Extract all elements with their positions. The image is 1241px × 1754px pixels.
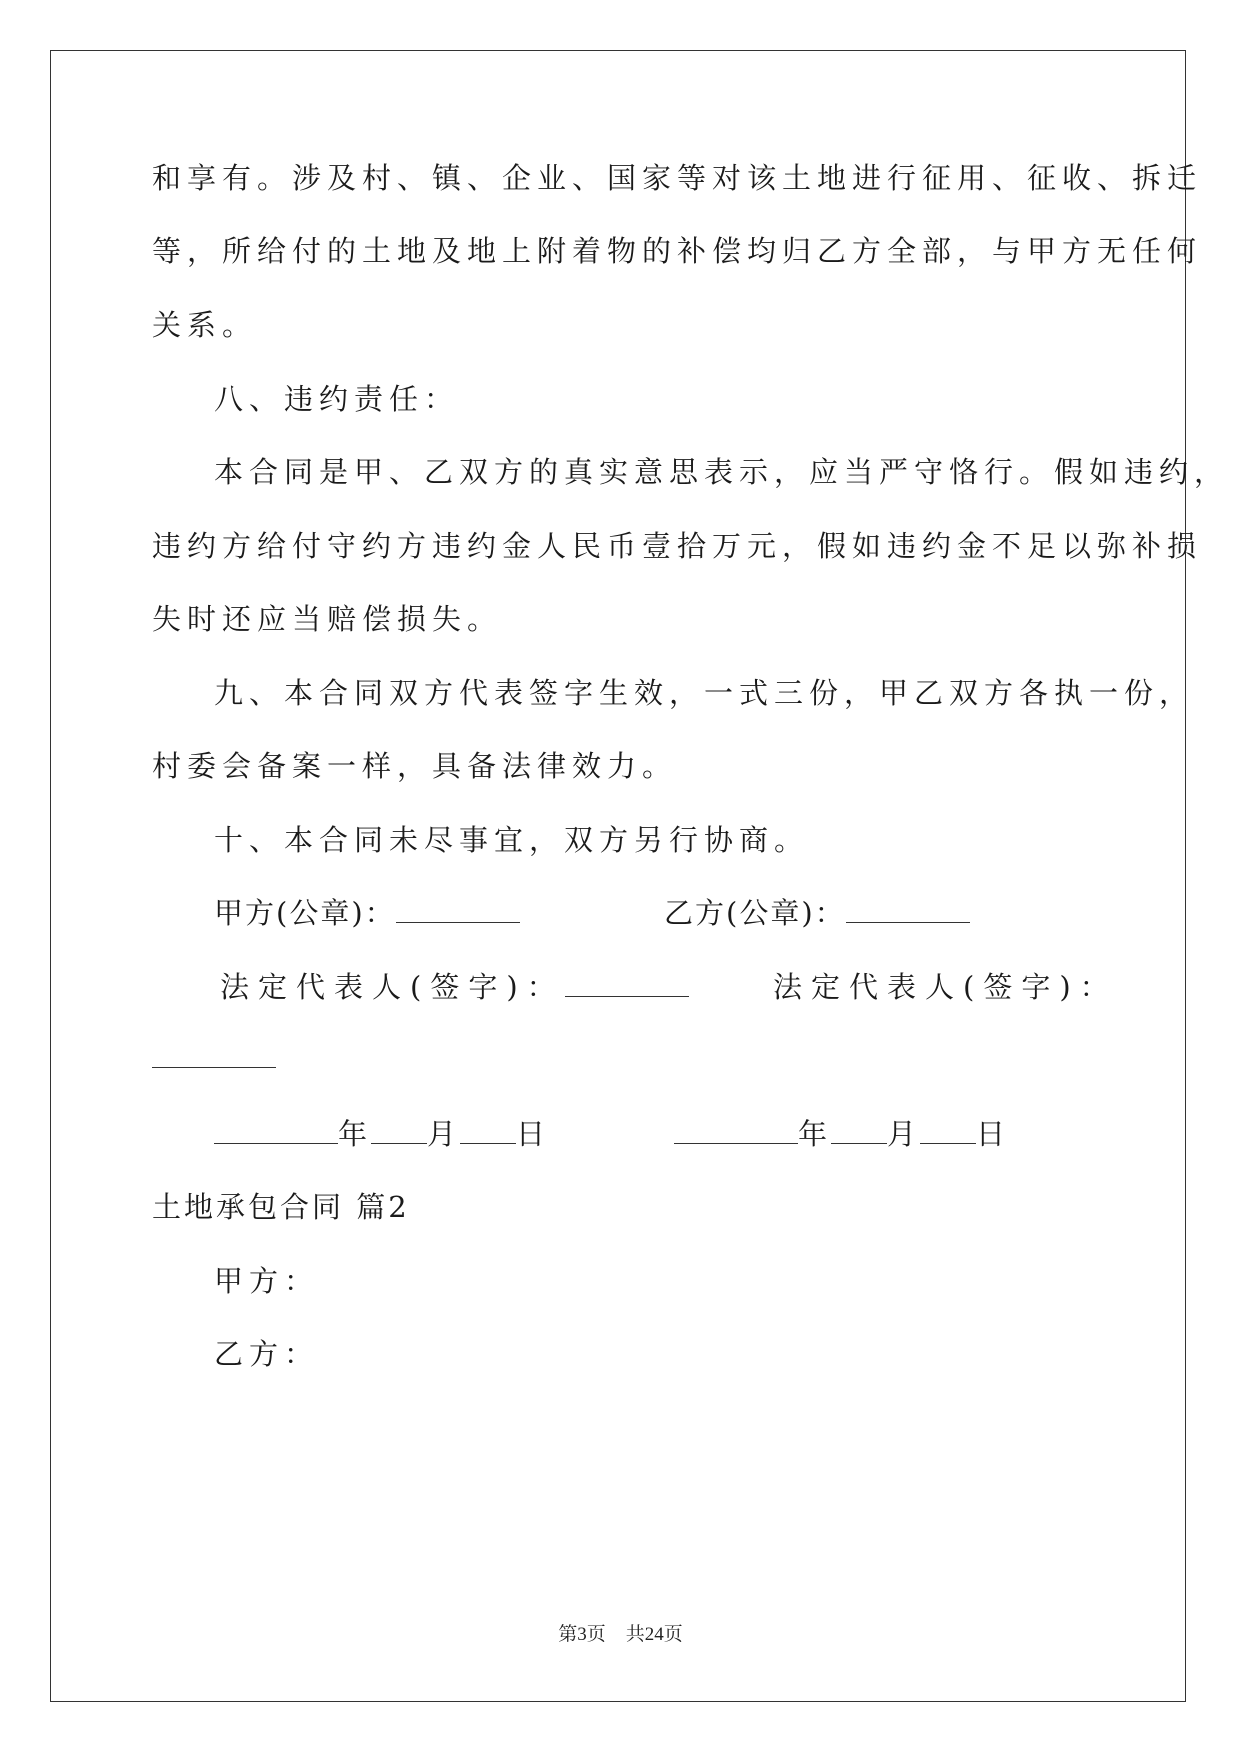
party-b-seal-blank[interactable] bbox=[846, 900, 970, 923]
date-b-month-blank[interactable] bbox=[831, 1121, 887, 1144]
rep-b-blank[interactable] bbox=[152, 1045, 276, 1068]
date-b-year-label: 年 bbox=[798, 1117, 832, 1151]
section-2-party-b: 乙方： bbox=[214, 1337, 320, 1371]
date-b-year-blank[interactable] bbox=[674, 1121, 798, 1144]
rep-a-row bbox=[220, 967, 689, 1007]
rep-a-blank[interactable] bbox=[565, 974, 689, 997]
date-a-year-blank[interactable] bbox=[214, 1121, 338, 1144]
paragraph-line: 村委会备案一样，具备法律效力。 bbox=[152, 749, 678, 783]
date-a-year-label: 年 bbox=[338, 1117, 372, 1151]
date-b-row bbox=[674, 1114, 1009, 1154]
date-b-day-blank[interactable] bbox=[920, 1121, 976, 1144]
date-b-day-label: 日 bbox=[976, 1117, 1010, 1151]
date-a-month-blank[interactable] bbox=[371, 1121, 427, 1144]
date-a-row bbox=[214, 1114, 549, 1154]
paragraph-line: 本合同是甲、乙双方的真实意思表示，应当严守恪行。假如违约， bbox=[214, 455, 1230, 489]
page-total: 共24页 bbox=[625, 1624, 683, 1645]
paragraph-line: 九、本合同双方代表签字生效，一式三份，甲乙双方各执一份， bbox=[214, 676, 1195, 710]
party-a-seal-row bbox=[214, 893, 520, 933]
rep-a-label: 法定代表人(签字)： bbox=[220, 970, 565, 1004]
party-b-seal-row bbox=[664, 893, 970, 933]
party-a-seal-blank[interactable] bbox=[396, 900, 520, 923]
section-2-party-a: 甲方： bbox=[214, 1264, 320, 1298]
paragraph-line: 失时还应当赔偿损失。 bbox=[152, 602, 503, 636]
page-footer bbox=[0, 1619, 1241, 1646]
date-a-day-blank[interactable] bbox=[460, 1121, 516, 1144]
party-a-seal-label: 甲方(公章)： bbox=[214, 896, 396, 930]
paragraph-line: 和享有。涉及村、镇、企业、国家等对该土地进行征用、征收、拆迁 bbox=[152, 161, 1203, 195]
paragraph-line: 等，所给付的土地及地上附着物的补偿均归乙方全部，与甲方无任何 bbox=[152, 234, 1203, 268]
paragraph-line: 十、本合同未尽事宜，双方另行协商。 bbox=[214, 823, 810, 857]
section-heading: 八、违约责任： bbox=[214, 382, 460, 416]
date-b-month-label: 月 bbox=[887, 1117, 921, 1151]
rep-b-label: 法定代表人(签字)： bbox=[773, 970, 1118, 1004]
page-border bbox=[50, 50, 1186, 1702]
date-a-month-label: 月 bbox=[427, 1117, 461, 1151]
rep-b-blank-row bbox=[152, 1038, 276, 1078]
paragraph-line: 关系。 bbox=[152, 308, 258, 342]
paragraph-line: 违约方给付守约方违约金人民币壹拾万元，假如违约金不足以弥补损 bbox=[152, 529, 1203, 563]
date-a-day-label: 日 bbox=[516, 1117, 550, 1151]
section-2-title: 土地承包合同 篇2 bbox=[152, 1190, 410, 1224]
rep-b-row bbox=[773, 967, 1118, 1007]
party-b-seal-label: 乙方(公章)： bbox=[664, 896, 846, 930]
page-number: 第3页 bbox=[558, 1624, 606, 1645]
